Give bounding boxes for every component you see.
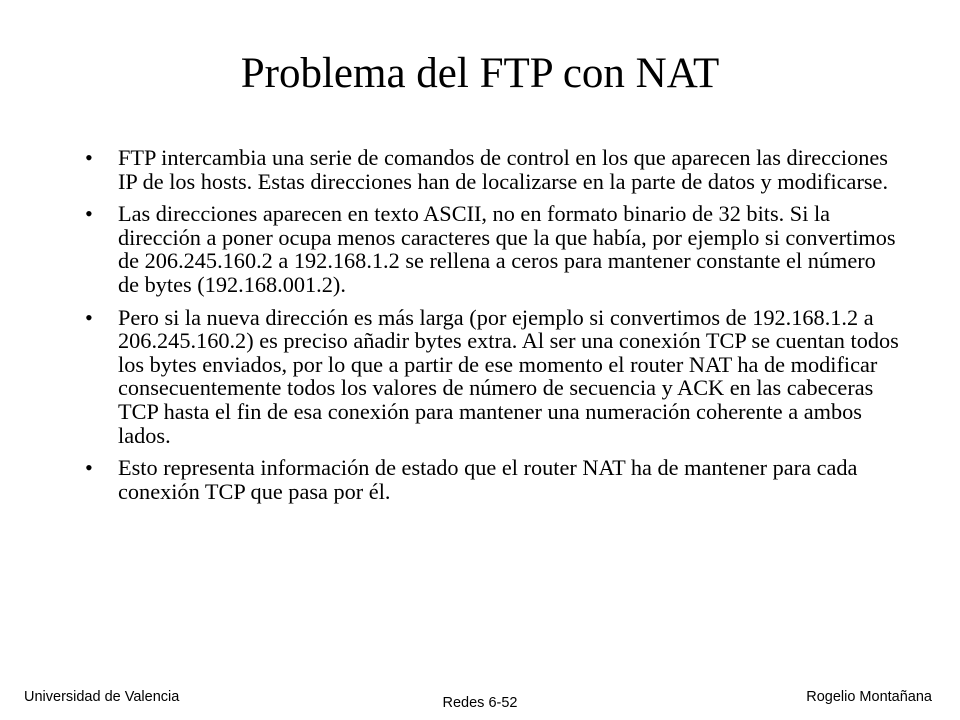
bullet-text: Pero si la nueva dirección es más larga (por ejemplo si convertimos de 192.168.1.2 a 206.245.160.2) es preciso añadir bytes extra. Al ser una conexión TCP se cuentan todos los bytes enviados, por lo que a partir de ese momento el router NAT ha de modificar consecuentemente todos los valores de número de secuencia y ACK en las cabeceras TCP hasta el fin de esa conexión para mantener una numeración coherente a ambos lados. — [118, 304, 899, 448]
footer-institution: Universidad de Valencia — [24, 689, 180, 705]
bullet-dot-icon: • — [85, 145, 93, 170]
footer-author: Rogelio Montañana — [806, 689, 932, 705]
bullet-item — [80, 146, 900, 193]
bullet-dot-icon: • — [85, 304, 93, 330]
bullet-text: Esto representa información de estado que el router NAT ha de mantener para cada conexión TCP que pasa por él. — [118, 455, 858, 504]
bullet-dot-icon: • — [85, 455, 93, 481]
bullet-text: FTP intercambia una serie de comandos de control en los que aparecen las direcciones IP de los hosts. Estas direcciones han de localizarse en la parte de datos y modificarse. — [118, 145, 889, 194]
bullet-dot-icon: • — [85, 201, 93, 227]
bullet-text: Las direcciones aparecen en texto ASCII, no en formato binario de 32 bits. Si la dirección a poner ocupa menos caracteres que la que había, por ejemplo si convertimos de 206.245.160.2 a 192.168.1.2 se rellena a ceros para mantener constante el número de bytes (192.168.001.2). — [118, 201, 896, 297]
slide-title: Problema del FTP con NAT — [240, 50, 720, 97]
bullet-item — [80, 456, 900, 503]
bullet-list — [80, 146, 900, 512]
footer-slide-number: Redes 6-52 — [442, 695, 518, 711]
bullet-item — [80, 202, 900, 296]
bullet-item — [80, 306, 900, 448]
